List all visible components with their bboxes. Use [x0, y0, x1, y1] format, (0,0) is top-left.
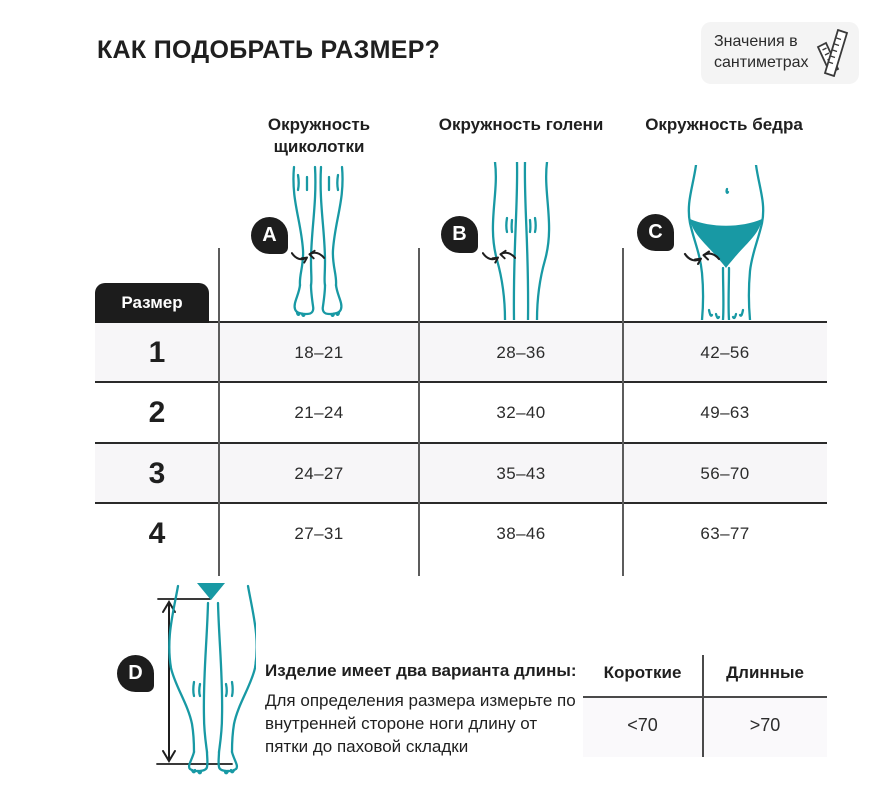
length-option-long-label: Длинные: [726, 663, 804, 682]
page-title: КАК ПОДОБРАТЬ РАЗМЕР?: [97, 36, 441, 64]
ankle-legs-illustration: [284, 165, 352, 318]
length-section-heading: Изделие имеет два варианта длины:: [265, 661, 577, 680]
circumference-arrow-icon: [482, 248, 516, 264]
measurement-marker-a: A: [251, 217, 288, 254]
table-cell-hip: 56–70: [700, 464, 750, 483]
size-table-header: Размер: [95, 283, 209, 323]
circumference-arrow-icon: [680, 249, 724, 265]
size-row-label: 2: [148, 396, 166, 429]
length-option-short-value: <70: [627, 715, 658, 735]
table-cell-ankle: 24–27: [294, 464, 344, 483]
table-cell-calf: 38–46: [496, 524, 546, 543]
size-row-label: 1: [148, 336, 166, 369]
table-cell-calf: 28–36: [496, 343, 546, 362]
units-badge: [701, 22, 859, 84]
table-cell-calf: 35–43: [496, 464, 546, 483]
circumference-arrow-icon: [291, 248, 325, 264]
table-cell-calf: 32–40: [496, 403, 546, 422]
units-badge-label: Значения в сантиметрах: [714, 33, 809, 71]
table-cell-ankle: 21–24: [294, 403, 344, 422]
measuring-tape-icon: [814, 29, 852, 77]
size-row-label: 4: [148, 517, 166, 550]
table-cell-hip: 63–77: [700, 524, 750, 543]
table-cell-ankle: 18–21: [294, 343, 344, 362]
table-cell-hip: 42–56: [700, 343, 750, 362]
leg-length-illustration: [150, 582, 256, 775]
column-header-calf: Окружность голени: [438, 115, 604, 134]
measurement-marker-c: C: [637, 214, 674, 251]
measurement-marker-d: D: [117, 655, 154, 692]
measurement-marker-b: B: [441, 216, 478, 253]
length-section-instructions: Для определения размера измерьте по внутренней стороне ноги длину от пятки до паховой складки: [265, 691, 576, 756]
size-row-label: 3: [148, 457, 166, 490]
column-header-ankle: Окружность щиколотки: [267, 115, 371, 157]
hip-torso-illustration: [683, 165, 769, 320]
length-options-divider: [583, 696, 827, 698]
calf-legs-illustration: [483, 162, 559, 320]
length-option-long-value: >70: [749, 715, 781, 735]
table-cell-hip: 49–63: [700, 403, 750, 422]
length-option-short-label: Короткие: [603, 663, 682, 682]
column-header-hip: Окружность бедра: [645, 115, 803, 134]
table-cell-ankle: 27–31: [294, 524, 344, 543]
